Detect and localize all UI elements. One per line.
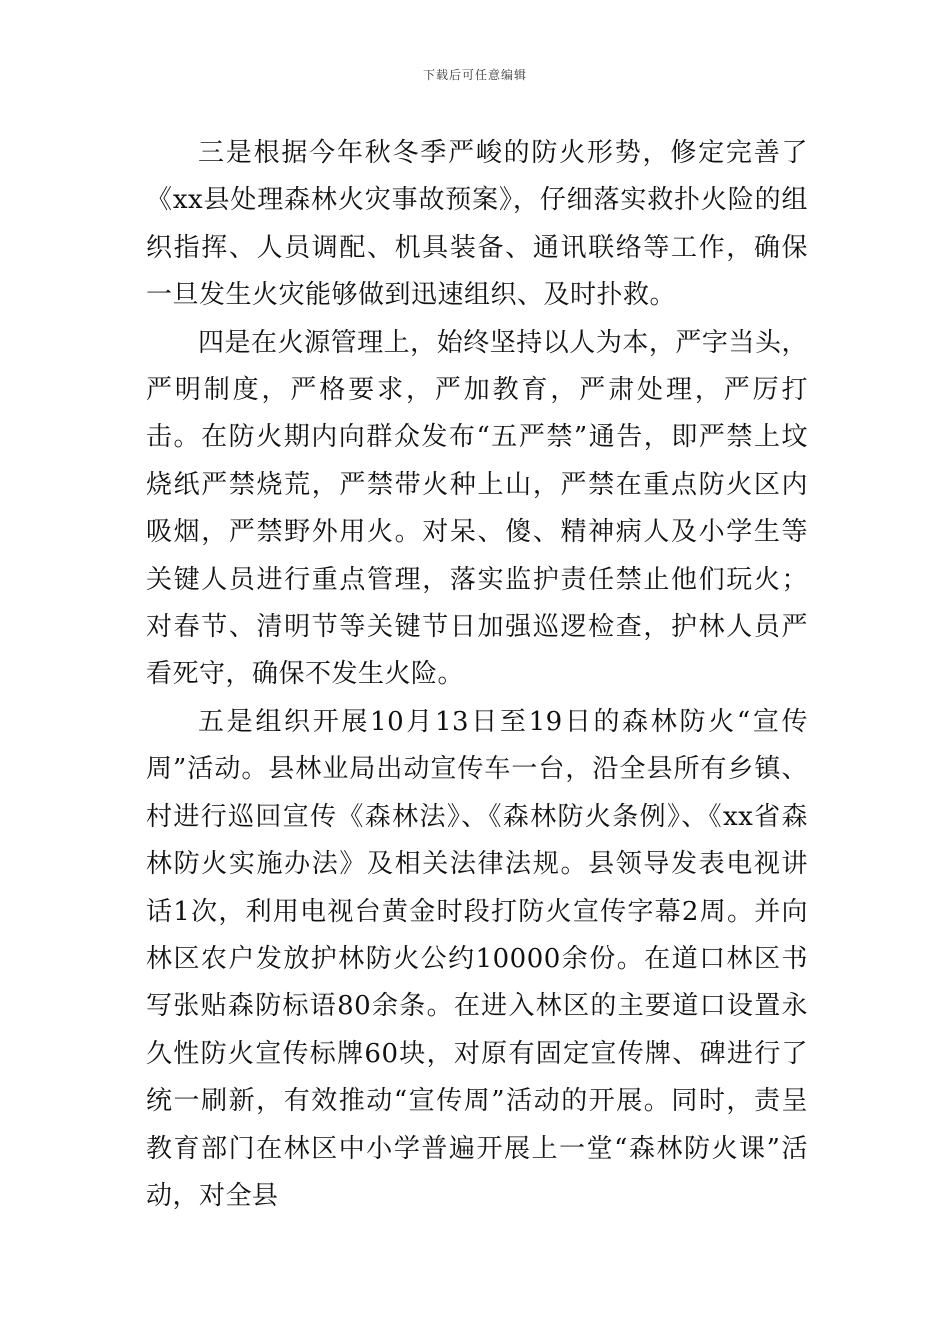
header-note: 下载后可任意编辑	[422, 68, 527, 82]
paragraph-fire-source-management: 四是在火源管理上，始终坚持以人为本，严字当头，严明制度，严格要求，严加教育，严肃处理，严厉打击。在防火期内向群众发布“五严禁”通告，即严禁上坟烧纸严禁烧荒，严禁带火种上山，严禁在重点防火区内吸烟，严禁野外用火。对呆、傻、精神病人及小学生等关键人员进行重点管理，落实监护责任禁止他们玩火；对春节、清明节等关键节日加强巡逻检查，护林人员严看死守，确保不发生火险。	[146, 327, 808, 690]
document-body	[146, 130, 808, 1220]
paragraph-fire-plan: 三是根据今年秋冬季严峻的防火形势，修定完善了《xx县处理森林火灾事故预案》，仔细落实救扑火险的组织指挥、人员调配、机具装备、通讯联络等工作，确保一旦发生火灾能够做到迅速组织、及时扑救。	[146, 138, 808, 311]
paragraph-publicity-week: 五是组织开展10月13日至19日的森林防火“宣传周”活动。县林业局出动宣传车一台，沿全县所有乡镇、村进行巡回宣传《森林法》、《森林防火条例》、《xx省森林防火实施办法》及相关法律法规。县领导发表电视讲话1次，利用电视台黄金时段打防火宣传字幕2周。并向林区农户发放护林防火公约10000余份。在道口林区书写张贴森防标语80余条。在进入林区的主要道口设置永久性防火宣传标牌60块，对原有固定宣传牌、碑进行了统一刷新，有效推动“宣传周”活动的开展。同时，责呈教育部门在林区中小学普遍开展上一堂“森林防火课”活动，对全县	[146, 706, 808, 1211]
